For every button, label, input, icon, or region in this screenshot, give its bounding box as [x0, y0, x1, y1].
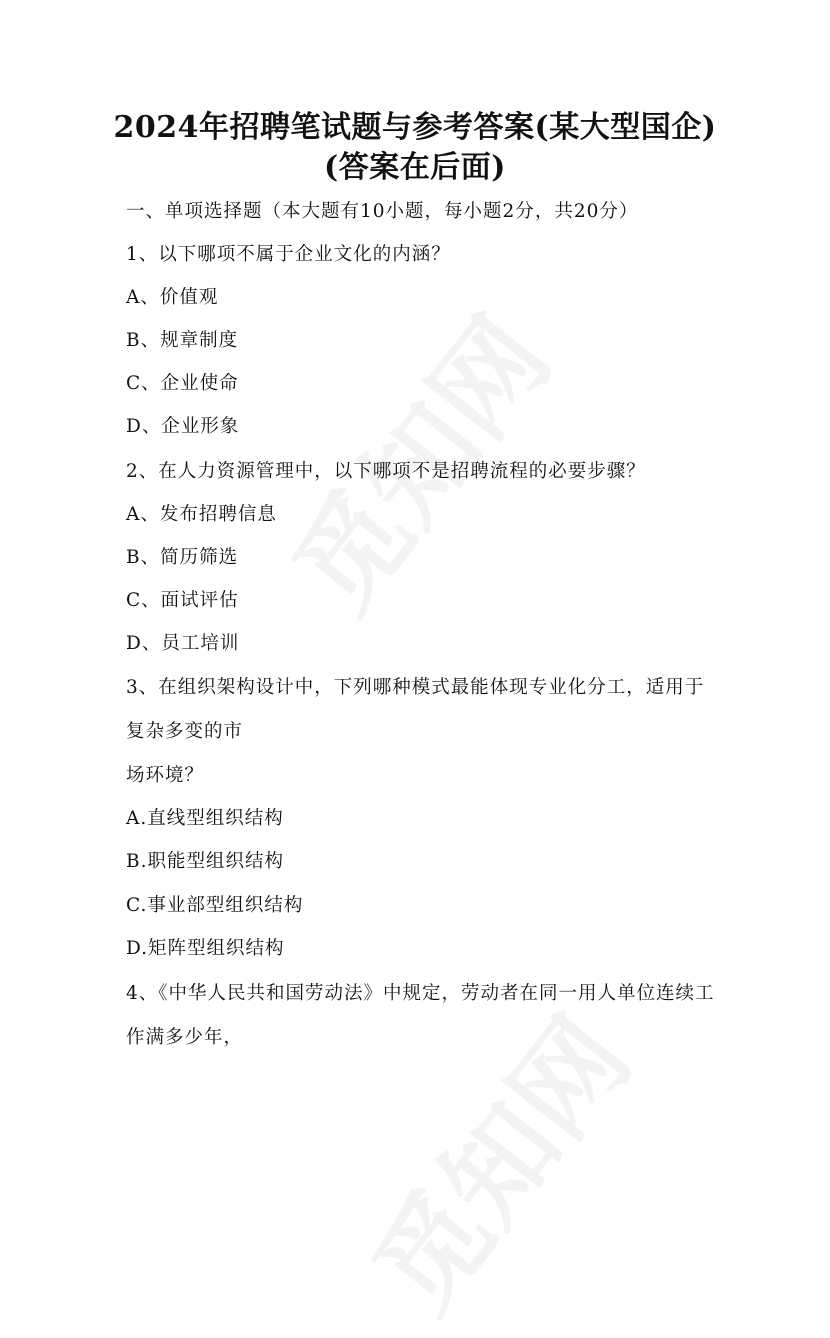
question-4-stem-line2: 作满多少年，: [126, 1027, 244, 1048]
question-2-option-b: B、简历筛选: [126, 547, 239, 568]
question-2-option-c: C、面试评估: [126, 590, 239, 611]
section-heading: 一、单项选择题（本大题有10小题，每小题2分，共20分）: [126, 201, 639, 222]
question-3-stem-line2: 复杂多变的市: [126, 721, 244, 742]
watermark: [251, 280, 579, 637]
question-3-stem-line3: 场环境？: [126, 765, 205, 786]
question-3-option-d: D.矩阵型组织结构: [126, 938, 285, 959]
question-1-option-c: C、企业使命: [126, 373, 239, 394]
document-title-line1: 2024年招聘笔试题与参考答案(某大型国企): [113, 110, 717, 145]
question-1-stem: 1、以下哪项不属于企业文化的内涵？: [126, 244, 451, 265]
document-title-line2: (答案在后面): [324, 150, 506, 185]
question-2-option-a: A、发布招聘信息: [126, 504, 277, 525]
question-4-stem-line1: 4、《中华人民共和国劳动法》中规定，劳动者在同一用人单位连续工: [126, 983, 715, 1004]
question-2-stem: 2、在人力资源管理中，以下哪项不是招聘流程的必要步骤？: [126, 461, 646, 482]
question-2-option-d: D、员工培训: [126, 633, 240, 654]
question-1-option-a: A、价值观: [126, 287, 219, 308]
question-1-option-d: D、企业形象: [126, 416, 240, 437]
question-3-option-a: A.直线型组织结构: [126, 808, 284, 829]
question-3-option-c: C.事业部型组织结构: [126, 895, 304, 916]
watermark-bottom: [331, 980, 659, 1337]
question-3-stem-line1: 3、在组织架构设计中，下列哪种模式最能体现专业化分工，适用于: [126, 677, 705, 698]
question-3-option-b: B.职能型组织结构: [126, 851, 284, 872]
question-1-option-b: B、规章制度: [126, 330, 239, 351]
